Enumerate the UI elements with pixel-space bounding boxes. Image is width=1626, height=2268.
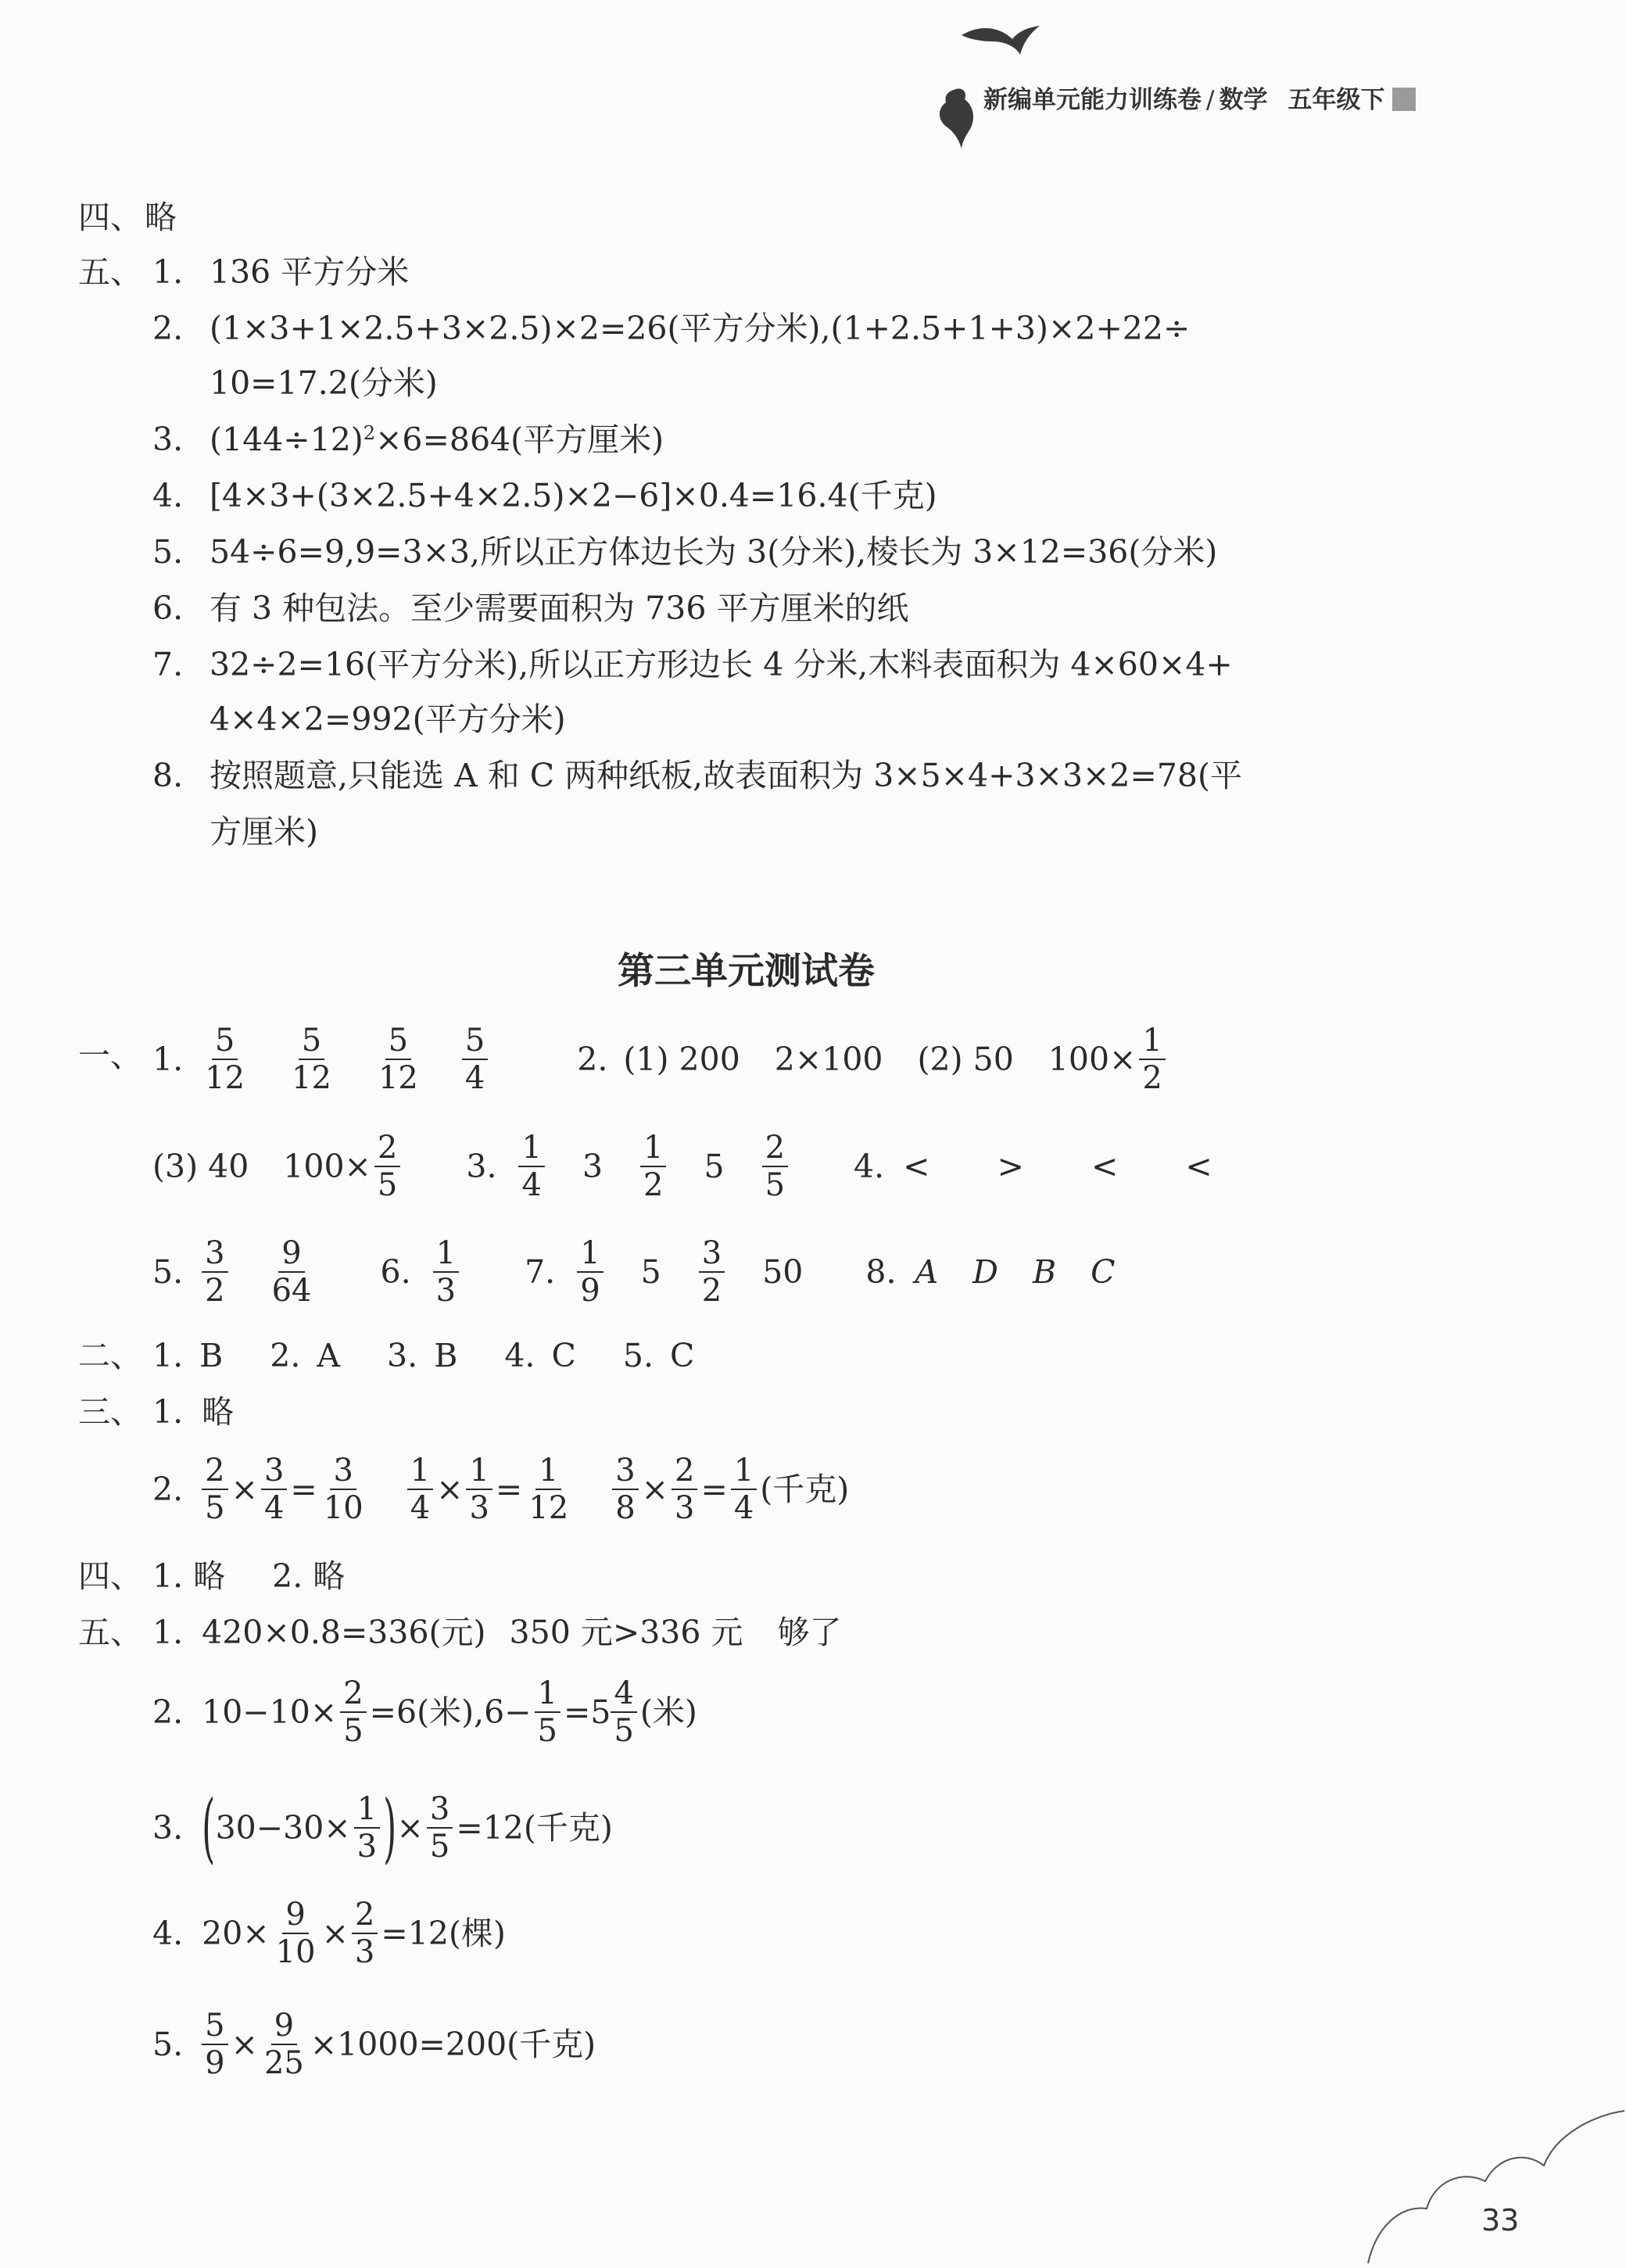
item-number: 2.: [152, 310, 184, 347]
denominator: 3: [356, 1829, 378, 1865]
right-paren: ): [383, 1784, 397, 1872]
denominator: 2: [643, 1167, 664, 1203]
s5-q3: [152, 1781, 613, 1875]
section-5b-label: 五、: [78, 1614, 142, 1651]
numerator: 5: [299, 1023, 324, 1060]
denominator: 4: [410, 1490, 431, 1526]
denominator: 3: [469, 1490, 489, 1526]
choice-answer: 5. C: [622, 1337, 695, 1374]
answer-line: 有 3 种包法。至少需要面积为 736 平方厘米的纸: [210, 589, 909, 627]
expr-part: (144÷12): [210, 421, 364, 459]
numerator: 1: [535, 1453, 561, 1490]
item-number: 7.: [525, 1252, 556, 1291]
item-number: 2.: [152, 1693, 184, 1731]
numerator: 3: [427, 1791, 453, 1829]
header-series: 新编单元能力训练卷: [983, 86, 1202, 114]
denominator: 10: [275, 1934, 316, 1970]
header-grade: 五年级下: [1288, 86, 1385, 114]
expr-part: =12(棵): [381, 1914, 506, 1952]
item-number: 6.: [152, 589, 184, 627]
expr-part: ×6=864(平方厘米): [375, 421, 664, 459]
s1-q5-q8-line: [152, 1229, 1115, 1315]
answer-line: 4×4×2=992(平方分米): [210, 700, 566, 738]
choice-answer: 1. B: [152, 1337, 224, 1374]
numerator: 1: [577, 1235, 603, 1273]
item-number: 2.: [577, 1040, 608, 1078]
expr-part: ×: [396, 1808, 424, 1847]
numerator: 5: [462, 1023, 488, 1060]
fraction: [288, 1023, 335, 1096]
choice-answer: 3. B: [387, 1337, 458, 1374]
fraction: [518, 1130, 544, 1203]
item-number: 7.: [152, 646, 184, 683]
numerator: 2: [672, 1453, 697, 1490]
expr-part: 30−30×: [215, 1808, 351, 1847]
left-paren: (: [202, 1784, 216, 1872]
answer-line: (1×3+1×2.5+3×2.5)×2=26(平方分米),(1+2.5+1+3)×2+22÷: [210, 310, 1191, 347]
denominator: 5: [205, 1490, 225, 1526]
numerator: 1: [433, 1235, 459, 1273]
section-1-label: 一、: [78, 1037, 142, 1074]
numerator: 2: [202, 1453, 227, 1490]
denominator: 5: [537, 1713, 557, 1749]
answer-part: 350 元>336 元: [509, 1614, 743, 1651]
fraction: [354, 1791, 380, 1865]
header-subject: 数学: [1219, 86, 1268, 114]
item-number: 1.: [152, 1614, 184, 1651]
fraction: [640, 1130, 666, 1203]
denominator: 3: [435, 1273, 457, 1309]
numerator: 1: [407, 1453, 433, 1490]
denominator: 12: [528, 1490, 569, 1526]
answer-part: 5: [704, 1147, 725, 1185]
item-number: 5.: [152, 1252, 184, 1291]
s1-q1-q2-line: [152, 1016, 1169, 1102]
page-number: 33: [1481, 2203, 1520, 2238]
numerator: 9: [282, 1897, 308, 1934]
answer-part: 3: [582, 1147, 603, 1185]
numerator: 1: [535, 1675, 561, 1713]
denominator: 2: [1142, 1060, 1162, 1096]
numerator: 3: [699, 1235, 725, 1273]
expr-part: =5: [564, 1693, 611, 1731]
expr-part: ×: [321, 1914, 349, 1952]
answer-line: [4×3+(3×2.5+4×2.5)×2−6]×0.4=16.4(千克): [210, 477, 937, 514]
fraction: [375, 1023, 421, 1096]
item-number: 6.: [380, 1252, 411, 1291]
numerator: 9: [278, 1235, 304, 1273]
denominator: 64: [271, 1273, 312, 1309]
expr-part: =6(米),6−: [369, 1693, 532, 1731]
item-number: 5.: [152, 533, 184, 571]
denominator: 12: [205, 1060, 245, 1096]
choice-answer: C: [1091, 1252, 1116, 1291]
numerator: 5: [385, 1023, 411, 1060]
answer-part: 100×: [1048, 1040, 1137, 1078]
s4-answers: [152, 1557, 346, 1595]
fraction: [340, 1675, 366, 1749]
answer-part: 2×100: [774, 1040, 883, 1078]
numerator: 1: [1139, 1023, 1165, 1060]
fraction: [466, 1453, 492, 1526]
item-number: 3.: [466, 1147, 497, 1185]
answer-part: 100×: [283, 1147, 371, 1185]
fraction: [352, 1897, 378, 1970]
s3-q1: [152, 1393, 235, 1431]
denominator: 12: [292, 1060, 331, 1096]
numerator: 5: [212, 1023, 238, 1060]
answer-line: [210, 421, 664, 459]
numerator: 3: [612, 1453, 638, 1490]
section-4-text: 略: [145, 199, 177, 236]
answer-part: (1) 200: [623, 1040, 740, 1078]
fraction: [762, 1130, 788, 1203]
fraction: [407, 1453, 433, 1526]
header-title: 新编单元能力训练卷 / 数学 五年级下: [983, 80, 1452, 119]
s2-answers: [152, 1337, 695, 1374]
answer-part: (3) 40: [152, 1147, 249, 1185]
fraction: [202, 1023, 248, 1096]
fraction: [269, 1235, 315, 1309]
fraction: [535, 1675, 561, 1749]
answer-part: 50: [762, 1252, 804, 1291]
numerator: 2: [340, 1675, 366, 1713]
denominator: 9: [205, 2045, 225, 2081]
unit-title: 第三单元测试卷: [618, 950, 875, 993]
numerator: 2: [352, 1897, 378, 1934]
denominator: 4: [521, 1167, 542, 1203]
answer-line: 按照题意,只能选 A 和 C 两种纸板,故表面积为 3×5×4+3×3×2=78(平: [210, 757, 1243, 794]
answer-part: (2) 50: [917, 1040, 1014, 1078]
denominator: 12: [378, 1060, 418, 1096]
denominator: 25: [263, 2045, 304, 2081]
answer-line: 136 平方分米: [210, 253, 410, 291]
denominator: 2: [205, 1273, 225, 1309]
item-number: 2.: [152, 1470, 184, 1508]
answer-part: 1. 略: [152, 1557, 226, 1595]
answer-line: 方厘米): [210, 813, 318, 851]
section-4-label: 四、: [78, 199, 142, 236]
expr-part: 20×: [202, 1914, 270, 1952]
denominator: 8: [615, 1490, 636, 1526]
superscript: 2: [363, 422, 376, 444]
item-number: 3.: [152, 421, 184, 458]
flying-bird-icon: [958, 20, 1044, 74]
numerator: 4: [611, 1675, 636, 1713]
expr-part: 10−10×: [202, 1693, 338, 1731]
numerator: 1: [466, 1453, 492, 1490]
expr-part: =12(千克): [456, 1808, 613, 1847]
numerator: 1: [518, 1130, 544, 1167]
perched-bird-icon: [930, 82, 985, 152]
fraction: [321, 1453, 367, 1526]
item-number: 8.: [152, 757, 184, 794]
fraction: [611, 1675, 636, 1749]
choice-answer: 4. C: [504, 1337, 576, 1374]
s5-q1: [152, 1614, 842, 1651]
denominator: 9: [580, 1273, 600, 1309]
choice-answer: D: [972, 1252, 998, 1291]
answer-part: 2. 略: [272, 1557, 346, 1595]
fraction: [273, 1897, 319, 1970]
fraction: [731, 1453, 757, 1526]
section-2-label: 二、: [78, 1337, 142, 1374]
item-number: 4.: [152, 477, 184, 514]
numerator: 3: [330, 1453, 356, 1490]
fraction: [1139, 1023, 1165, 1096]
numerator: 1: [640, 1130, 666, 1167]
fraction: [261, 2008, 307, 2081]
item-number: 1.: [152, 1040, 184, 1078]
item-number: 4.: [854, 1147, 885, 1185]
denominator: 4: [464, 1060, 485, 1096]
section-5-label: 五、: [78, 253, 142, 291]
fraction: [261, 1453, 287, 1526]
expr-part: ×: [231, 2025, 258, 2063]
comparison-answers: < > < <: [903, 1147, 1212, 1185]
answer-part: 略: [202, 1393, 235, 1431]
numerator: 9: [271, 2008, 297, 2045]
denominator: 5: [377, 1167, 398, 1203]
fraction: [202, 1453, 227, 1526]
fraction: [462, 1023, 488, 1096]
denominator: 2: [701, 1273, 722, 1309]
s5-q2: [152, 1669, 697, 1755]
item-number: 4.: [152, 1914, 184, 1952]
numerator: 2: [374, 1130, 400, 1167]
numerator: 1: [731, 1453, 757, 1490]
fraction: [202, 1235, 227, 1309]
s5-q4: [152, 1890, 506, 1976]
denominator: 5: [765, 1167, 786, 1203]
answer-part: 够了: [777, 1614, 842, 1651]
cloud-decoration-icon: [1360, 2095, 1626, 2267]
denominator: 4: [263, 1490, 285, 1526]
expr-part: ×1000=200(千克): [310, 2025, 596, 2063]
s3-q2: 2. $\frac{2}{5}$ × $\frac{3}{4}$ = $\frac{3}{10}$ $\frac{1}{4}$ × $\frac{1}{3}$ = $\frac{1}{12}$ $\frac{3}{8}$ × $\frac{2}{3}$ = $\frac{1}{4}$ (千克): [152, 1453, 850, 1526]
unit-label: (千克): [760, 1470, 850, 1508]
denominator: 5: [614, 1713, 634, 1749]
numerator: 1: [354, 1791, 380, 1829]
answer-part: 5: [640, 1252, 661, 1291]
fraction: [699, 1235, 725, 1309]
section-4b-label: 四、: [78, 1557, 142, 1595]
denominator: 3: [354, 1934, 375, 1970]
item-number: 8.: [865, 1252, 897, 1291]
denominator: 3: [675, 1490, 695, 1526]
answer-line: 32÷2=16(平方分米),所以正方形边长 4 分米,木料表面积为 4×60×4+: [210, 646, 1233, 683]
fraction: [577, 1235, 603, 1309]
s1-q2-q4-line: [152, 1123, 1212, 1209]
numerator: 3: [261, 1453, 287, 1490]
denominator: 5: [343, 1713, 364, 1749]
fraction: [612, 1453, 638, 1526]
fraction: [433, 1235, 459, 1309]
item-number: 1.: [152, 1393, 184, 1431]
item-number: 1.: [152, 253, 184, 291]
expr-part: (米): [639, 1693, 697, 1731]
fraction: [525, 1453, 571, 1526]
header-square-icon: [1392, 88, 1416, 111]
answer-line: 10=17.2(分米): [210, 364, 438, 402]
s5-q5: [152, 2001, 596, 2087]
fraction: [374, 1130, 400, 1203]
choice-answer: A: [915, 1252, 939, 1291]
choice-answer: 2. A: [270, 1337, 341, 1374]
choice-answer: B: [1032, 1252, 1057, 1291]
fraction: [672, 1453, 697, 1526]
answer-part: 420×0.8=336(元): [202, 1614, 486, 1651]
section-3-label: 三、: [78, 1393, 142, 1431]
numerator: 2: [762, 1130, 788, 1167]
item-number: 3.: [152, 1808, 184, 1847]
numerator: 5: [202, 2008, 227, 2045]
fraction: [427, 1791, 453, 1865]
denominator: 5: [429, 1829, 450, 1865]
numerator: 3: [202, 1235, 227, 1273]
answer-line: 54÷6=9,9=3×3,所以正方体边长为 3(分米),棱长为 3×12=36(分米): [210, 533, 1218, 571]
fraction: [202, 2008, 227, 2081]
denominator: 10: [323, 1490, 364, 1526]
denominator: 4: [733, 1490, 754, 1526]
item-number: 5.: [152, 2025, 184, 2063]
